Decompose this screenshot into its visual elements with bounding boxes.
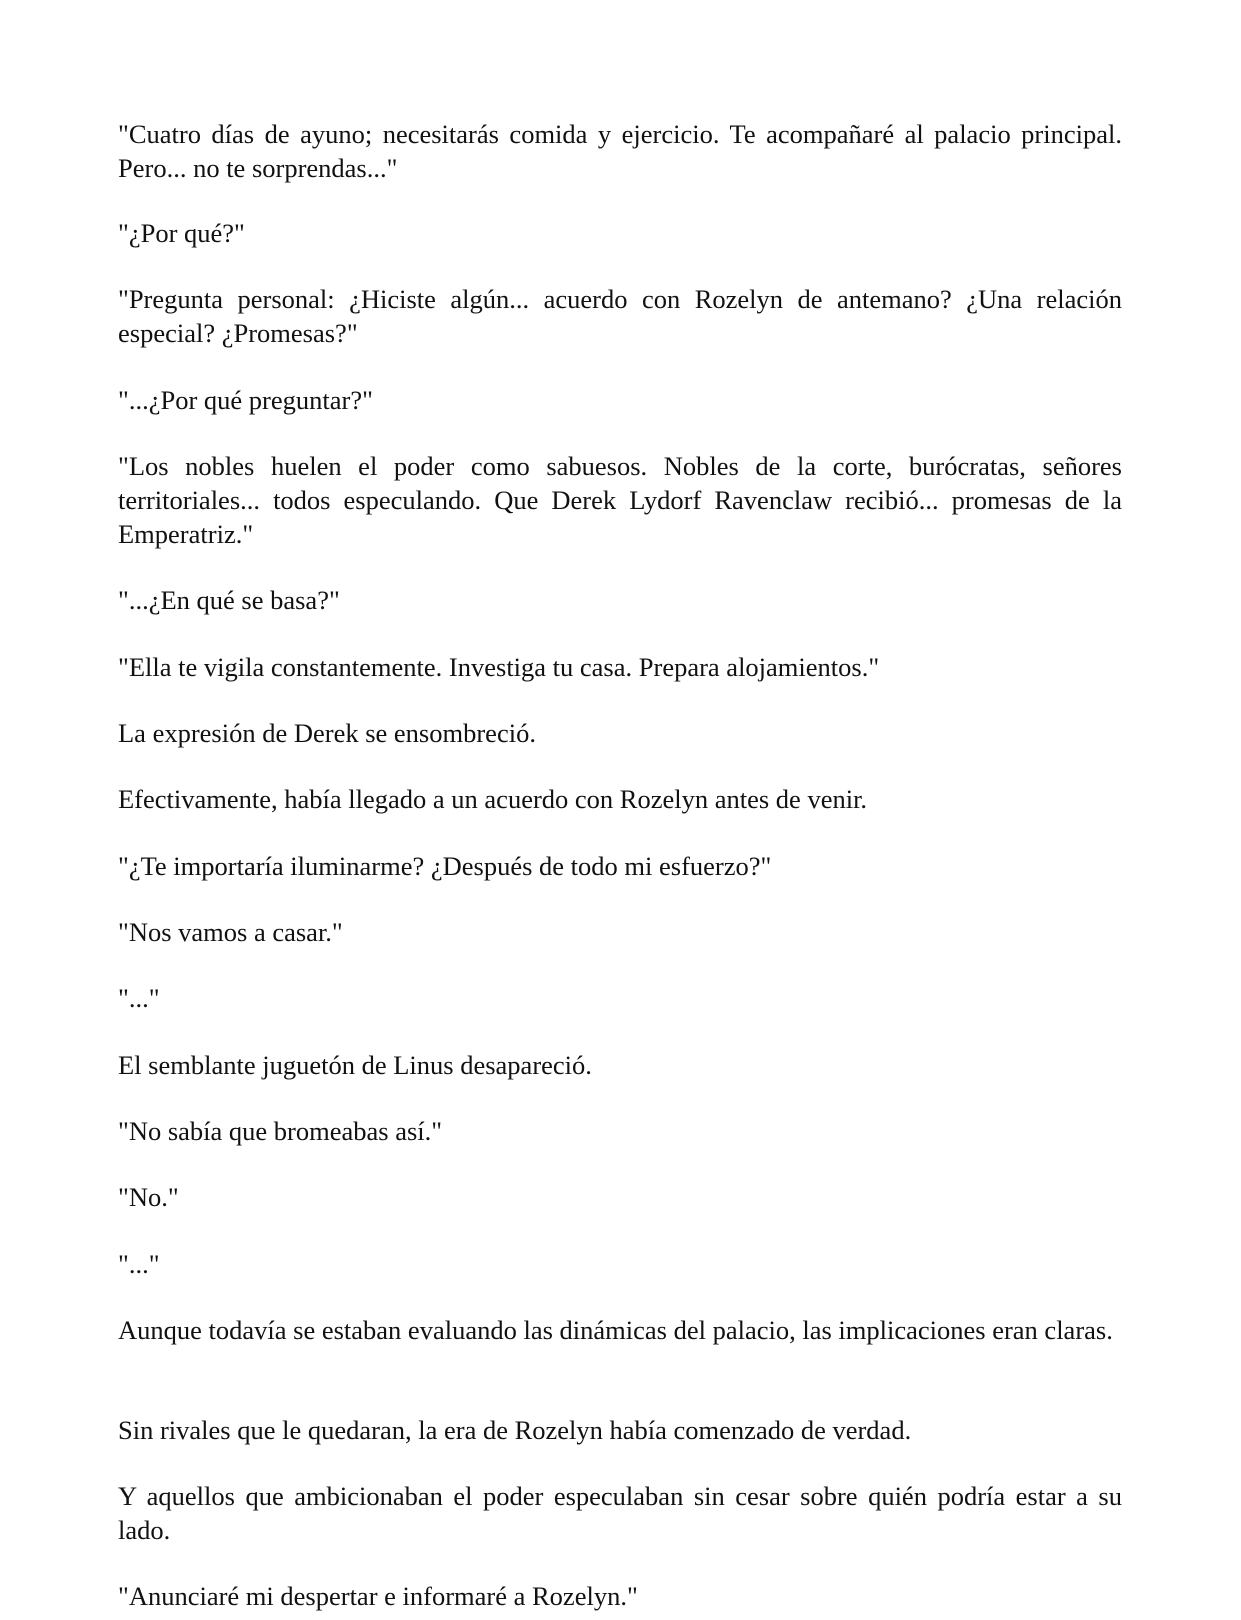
paragraph-20: "Anunciaré mi despertar e informaré a Rozelyn." [118,1581,638,1611]
paragraph-8: La expresión de Derek se ensombreció. [118,718,536,748]
paragraph-5: "Los nobles huelen el poder como sabuesos. Nobles de la corte, burócratas, señores territoriales... todos especulando. Que Derek Lydorf Ravenclaw recibió... promesas de la Emperatriz." [118,451,1122,549]
paragraph-15: "No." [118,1182,179,1212]
paragraph-4: "...¿Por qué preguntar?" [118,385,373,415]
paragraph-1: "Cuatro días de ayuno; necesitarás comida y ejercicio. Te acompañaré al palacio principal. Pero... no te sorprendas..." [118,119,1122,183]
paragraph-17: Aunque todavía se estaban evaluando las dinámicas del palacio, las implicaciones eran claras. [118,1315,1113,1345]
paragraph-13: El semblante juguetón de Linus desapareció. [118,1050,592,1080]
paragraph-2: "¿Por qué?" [118,218,245,248]
paragraph-11: "Nos vamos a casar." [118,917,343,947]
paragraph-3: "Pregunta personal: ¿Hiciste algún... acuerdo con Rozelyn de antemano? ¿Una relación especial? ¿Promesas?" [118,284,1122,348]
paragraph-6: "...¿En qué se basa?" [118,585,340,615]
paragraph-14: "No sabía que bromeabas así." [118,1116,443,1146]
paragraph-7: "Ella te vigila constantemente. Investiga tu casa. Prepara alojamientos." [118,652,880,682]
paragraph-12: "..." [118,983,160,1013]
paragraph-19: Y aquellos que ambicionaban el poder especulaban sin cesar sobre quién podría estar a su lado. [118,1481,1122,1545]
paragraph-16: "..." [118,1249,160,1279]
paragraph-18: Sin rivales que le quedaran, la era de Rozelyn había comenzado de verdad. [118,1415,912,1445]
paragraph-10: "¿Te importaría iluminarme? ¿Después de todo mi esfuerzo?" [118,851,772,881]
paragraph-9: Efectivamente, había llegado a un acuerdo con Rozelyn antes de venir. [118,784,868,814]
